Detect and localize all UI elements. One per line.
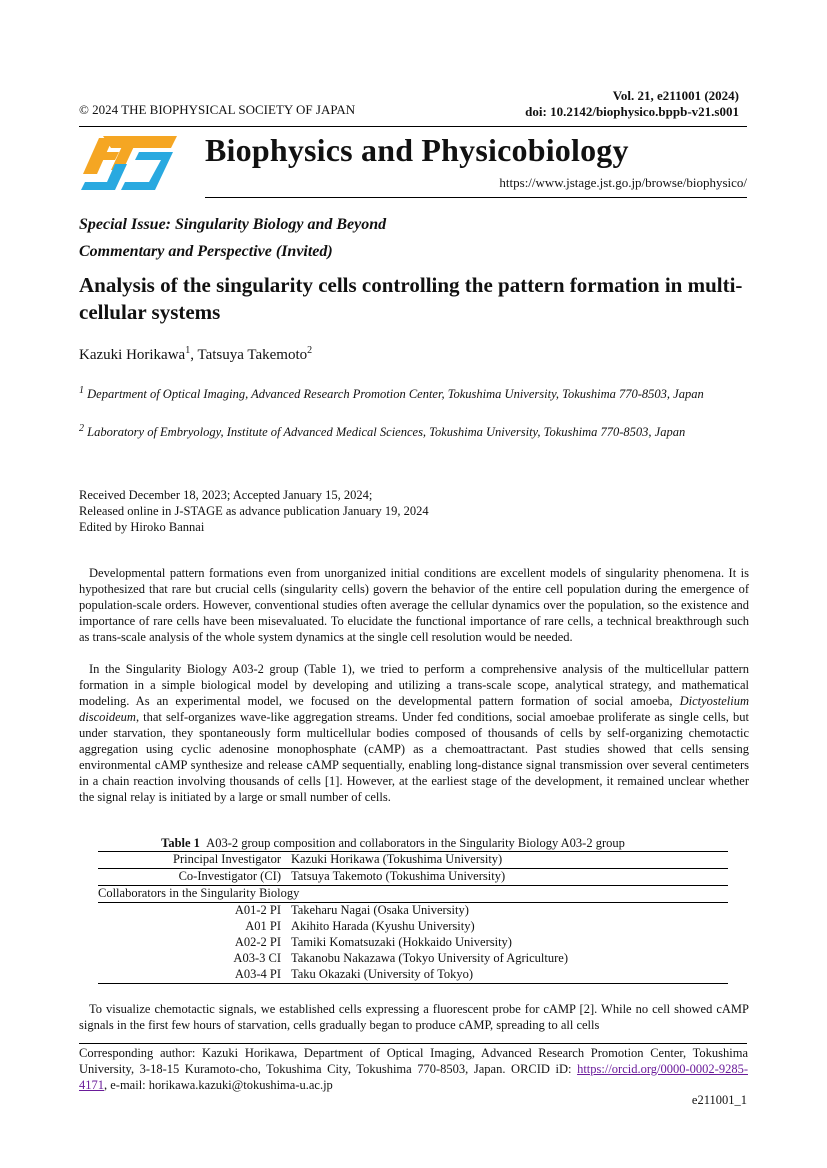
article-title: Analysis of the singularity cells controlling the pattern formation in multi-cellular systems bbox=[79, 273, 743, 324]
table-row bbox=[98, 919, 728, 935]
table-label: Table 1 bbox=[161, 836, 200, 850]
affiliation-mark: 1 bbox=[79, 384, 84, 396]
journal-title: Biophysics and Physicobiology bbox=[205, 132, 629, 168]
author-affiliation-mark: 1 bbox=[185, 345, 191, 356]
author-name: Tatsuya Takemoto bbox=[197, 347, 308, 363]
table-row bbox=[98, 951, 728, 967]
table-cell-person: Takanobu Nakazawa (Tokyo University of Agriculture) bbox=[291, 951, 568, 965]
volume-info: Vol. 21, e211001 (2024) bbox=[612, 88, 739, 103]
table-section-row bbox=[98, 886, 728, 903]
paragraph-text: , that self-organizes wave-like aggregation streams. Under fed conditions, social amoebae proliferate as single cells, but under starvation, they spontaneously form multicellular bodies composed of thousands of cells by self-organizing chemotactic aggregation using cyclic adenosine monophosphate (cAMP) as a chemoattractant. Past studies showed that cells sensing environmental cAMP synthesize and release cAMP sequentially, enabling long-distance signal transmission over several centimeters in a chain reaction involving thousands of cells [1]. However, at the earliest stage of the development, it remained unclear whether the signal relay is initiated by a large or small number of cells. bbox=[79, 710, 749, 804]
journal-logo-icon bbox=[79, 134, 179, 192]
table-caption-text: A03-2 group composition and collaborators in the Singularity Biology A03-2 group bbox=[206, 836, 625, 850]
author-list bbox=[79, 347, 312, 364]
table-caption bbox=[58, 836, 728, 851]
publication-dates bbox=[79, 487, 429, 535]
author-separator: , bbox=[190, 347, 198, 363]
article-category: Commentary and Perspective (Invited) bbox=[79, 243, 333, 260]
table-cell-person: Tatsuya Takemoto (Tokushima University) bbox=[291, 869, 728, 886]
author-affiliation-mark: 2 bbox=[307, 345, 313, 356]
copyright-notice: © 2024 THE BIOPHYSICAL SOCIETY OF JAPAN bbox=[79, 102, 356, 117]
table-row bbox=[98, 967, 728, 984]
table-cell-role: Principal Investigator bbox=[98, 852, 291, 869]
footnote-divider bbox=[79, 1043, 747, 1044]
species-name: Dictyostelium discoideum bbox=[79, 694, 749, 724]
body-paragraph-3: To visualize chemotactic signals, we established cells expressing a fluorescent probe for cAMP [2]. While no cell showed cAMP signals in the first few hours of starvation, cells gradually began to produce cAMP, spreading to all cells bbox=[79, 1002, 749, 1032]
table-section-label: Collaborators in the Singularity Biology bbox=[98, 886, 728, 903]
citation-block bbox=[525, 88, 739, 120]
page-number: e211001_1 bbox=[691, 1093, 747, 1107]
table-cell-role: A01 PI bbox=[245, 919, 281, 933]
table-cell-person: Kazuki Horikawa (Tokushima University) bbox=[291, 852, 728, 869]
title-divider bbox=[205, 197, 747, 198]
table-row bbox=[98, 903, 728, 920]
table-cell-role: A03-3 CI bbox=[233, 951, 281, 965]
paragraph-text: In the Singularity Biology A03-2 group (Table 1), we tried to perform a comprehensive analysis of the multicellular pattern formation in a simple biological model by developing and utilizing a trans-scale scope, analytical strategy, and mathematical modeling. As an experimental model, we focused on the developmental pattern formation of social amoeba, bbox=[79, 662, 749, 708]
header-divider bbox=[79, 126, 747, 127]
email-text: , e-mail: horikawa.kazuki@tokushima-u.ac.jp bbox=[104, 1078, 333, 1092]
affiliation-text: Department of Optical Imaging, Advanced Research Promotion Center, Tokushima University, Tokushima 770-8503, Japan bbox=[87, 387, 704, 401]
body-paragraph-2 bbox=[79, 661, 749, 805]
affiliation-text: Laboratory of Embryology, Institute of Advanced Medical Sciences, Tokushima University, Tokushima 770-8503, Japan bbox=[87, 425, 686, 439]
author-name: Kazuki Horikawa bbox=[79, 347, 186, 363]
editor: Edited by Hiroko Bannai bbox=[79, 520, 205, 534]
table-row bbox=[98, 869, 728, 886]
table-1 bbox=[98, 836, 728, 984]
table-cell-role: A01-2 PI bbox=[98, 903, 291, 920]
body-paragraph-1: Developmental pattern formations even from unorganized initial conditions are excellent models of singularity phenomena. It is hypothesized that rare but crucial cells (singularity cells) govern the behavior of the entire cell population during the emergence of population-scale orders. However, conventional studies often average the cellular dynamics over the population, so the existence and importance of rare cells have been misevaluated. To elucidate the functional importance of rare cells, a technical breakthrough such as trans-scale analysis of the whole system dynamics at the single cell resolution would be needed. bbox=[79, 566, 749, 644]
table-cell-person: Akihito Harada (Kyushu University) bbox=[291, 919, 475, 933]
table-row bbox=[98, 852, 728, 869]
table-cell-person: Tamiki Komatsuzaki (Hokkaido University) bbox=[291, 935, 512, 949]
orcid-link[interactable]: https://orcid.org/0000-0002-9285-4171 bbox=[79, 1062, 748, 1092]
affiliation-2 bbox=[79, 424, 747, 441]
table-cell-role: Co-Investigator (CI) bbox=[98, 869, 291, 886]
corresponding-text: Corresponding author: Kazuki Horikawa, Department of Optical Imaging, Advanced Research Promotion Center, Tokushima University, 3-18-15 Kuramoto-cho, Tokushima City, Tokushima 770-8503, Japan. ORCID iD: bbox=[79, 1046, 748, 1076]
table-cell-person: Takeharu Nagai (Osaka University) bbox=[291, 903, 728, 920]
affiliation-1 bbox=[79, 386, 747, 403]
corresponding-author-note bbox=[79, 1045, 748, 1093]
released-date: Released online in J-STAGE as advance publication January 19, 2024 bbox=[79, 504, 429, 518]
table-cell-role: A02-2 PI bbox=[234, 935, 281, 949]
team-table bbox=[98, 851, 728, 984]
affiliation-mark: 2 bbox=[79, 422, 84, 434]
doi[interactable]: doi: 10.2142/biophysico.bppb-v21.s001 bbox=[525, 104, 739, 119]
special-issue-label: Special Issue: Singularity Biology and Beyond bbox=[79, 216, 387, 233]
table-cell-person: Taku Okazaki (University of Tokyo) bbox=[291, 967, 728, 984]
table-row bbox=[98, 935, 728, 951]
journal-url[interactable]: https://www.jstage.jst.go.jp/browse/biophysico/ bbox=[499, 175, 747, 190]
received-date: Received December 18, 2023; Accepted January 15, 2024; bbox=[79, 488, 373, 502]
table-cell-role: A03-4 PI bbox=[98, 967, 291, 984]
